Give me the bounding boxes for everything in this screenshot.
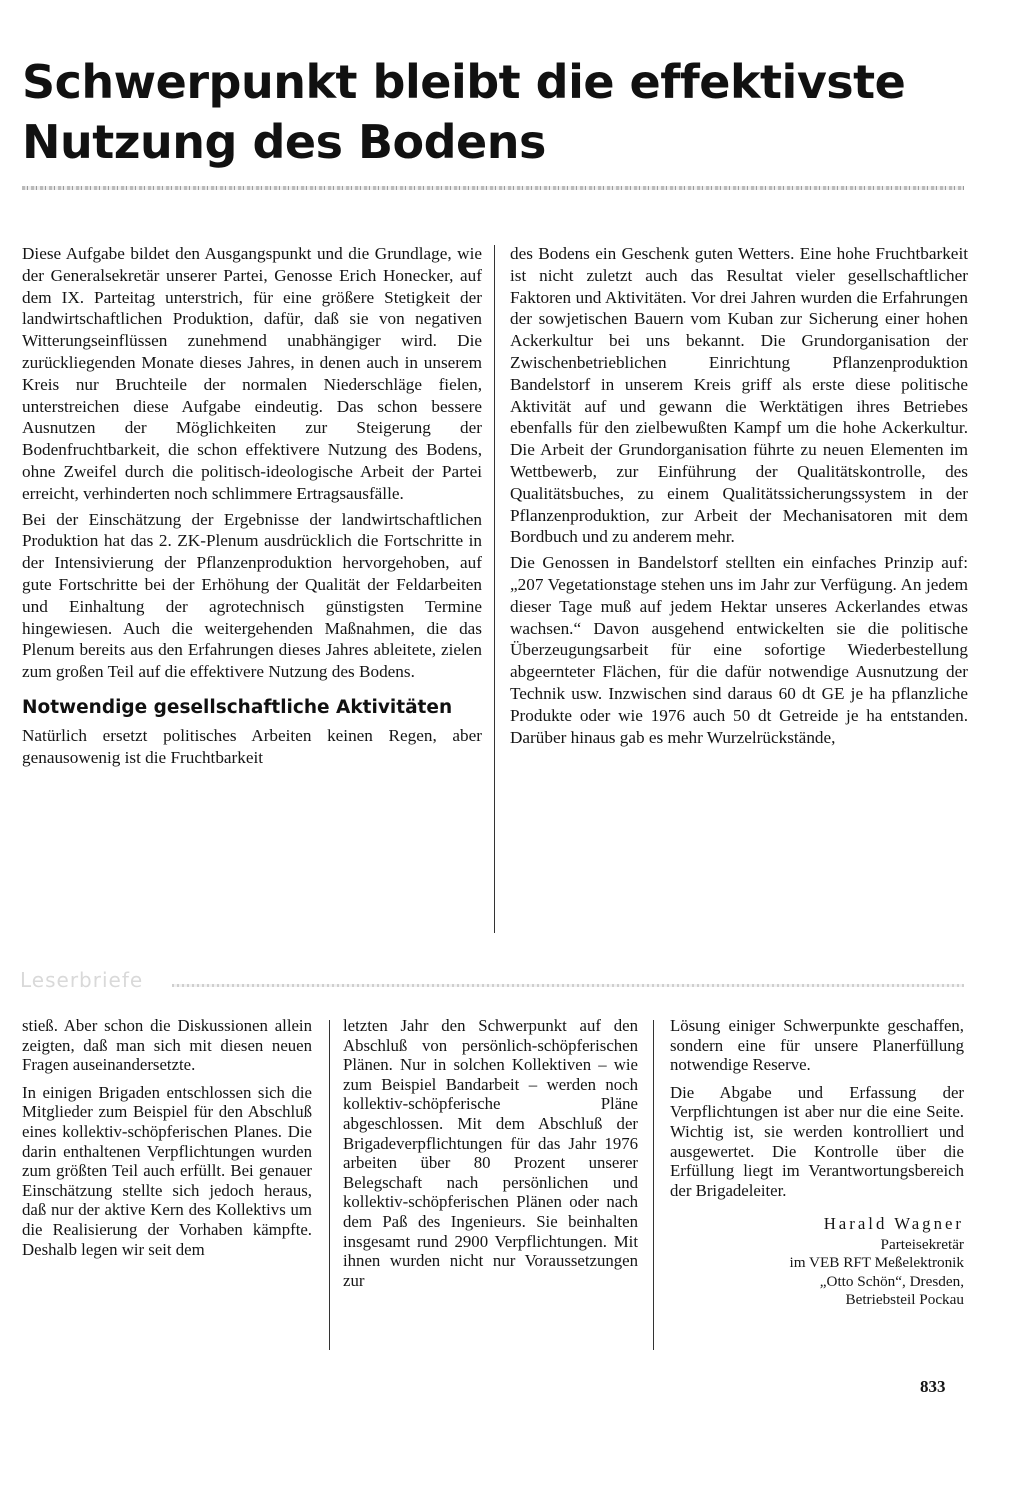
- affiliation-line: Parteisekretär: [880, 1235, 964, 1253]
- letter-column-3: [670, 1016, 964, 1310]
- paragraph: Bei der Einschätzung der Ergebnisse der landwirtschaftlichen Produktion hat das 2. ZK-Plenum ausdrücklich die Fortschritte in der Intensivierung der Pflanzenproduktion hervorgehoben, auf gute Fortschritte bei der Erhöhung der Qualität der Feldarbeiten und Einhaltung der agrotechnisch günstigsten Termine hingewiesen. Auch die weitergehenden Maßnahmen, die das Plenum bereits aus den Erfahrungen dieses Jahres ableitete, zielen zum großen Teil auf die effektivere Nutzung des Bodens.: [22, 509, 482, 682]
- section-label: Leserbriefe: [20, 968, 144, 992]
- paragraph: Die Abgabe und Erfassung der Verpflichtungen ist aber nur die eine Seite. Wichtig ist, sie werden kontrolliert und ausgewertet. Die Kontrolle über die Erfüllung liegt im Verantwortungsbereich der Brigadeleiter.: [670, 1082, 964, 1200]
- article-column-2: [510, 243, 968, 748]
- paragraph: Natürlich ersetzt politisches Arbeiten keinen Regen, aber genausowenig ist die Fruchtbarkeit: [22, 725, 482, 767]
- column-divider: [653, 1020, 654, 1350]
- letter-column-2: [343, 1016, 638, 1290]
- page-number: 833: [920, 1377, 946, 1396]
- paragraph: In einigen Brigaden entschlossen sich die Mitglieder zum Beispiel für den Abschluß eines kollektiv-schöpferischen Planes. Die darin enthaltenen Verpflichtungen wurden zum größten Teil auch erfüllt. Bei genauer Einschätzung stellte sich jedoch heraus, daß nur der aktive Kern des Kollektivs um die Realisierung der Vorhaben kämpfte. Deshalb legen wir seit dem: [22, 1082, 312, 1259]
- paragraph: des Bodens ein Geschenk guten Wetters. Eine hohe Fruchtbarkeit ist nicht zuletzt auch das Resultat vieler gesellschaftlicher Faktoren und Aktivitäten. Vor drei Jahren wurden die Erfahrungen der sowjetischen Bauern vom Kuban zur Sicherung einer hohen Ackerkultur bei uns bekannt. Die Grundorganisation der Zwischenbetrieblichen Einrichtung Pflanzenproduktion Bandelstorf in unserem Kreis griff als erste diese politische Aktivität auf und gewann die Werktätigen ihres Betriebes ebenfalls für den zielbewußten Kampf um die hohe Ackerkultur. Die Arbeit der Grundorganisation führte zu neuen Elementen im Wettbewerb, zur Einführung der Qualitätskontrolle, des Qualitätsbuches, zu einem Qualitätssicherungssystem in der Pflanzenproduktion, zur Arbeit der Mechanisatoren mit dem Bordbuch und zu anderem mehr.: [510, 244, 968, 547]
- article-column-1: [22, 243, 482, 769]
- column-divider: [329, 1020, 330, 1350]
- paragraph: letzten Jahr den Schwerpunkt auf den Abschluß von persönlich-schöpferischen Plänen. Nur in solchen Kollektiven – wie zum Beispiel Bandarbeit – werden noch kollektiv-schöpferische Pläne abgeschlossen. Mit dem Abschluß der Brigadeverpflichtungen für das Jahr 1976 arbeiten über 80 Prozent unserer Belegschaft nach persönlichen und kollektiv-schöpferischen Plänen oder nach dem Paß des Ingenieurs. Sie beinhalten insgesamt rund 2900 Verpflichtungen. Mit ihnen wurden nicht nur Voraussetzungen zur: [343, 1016, 638, 1290]
- affiliation-line: Betriebsteil Pockau: [845, 1291, 964, 1309]
- paragraph: Die Genossen in Bandelstorf stellten ein einfaches Prinzip auf: „207 Vegetationstage stehen uns im Jahr zur Verfügung. An jedem dieser Tage muß auf jedem Hektar unseres Ackerlandes etwas wachsen.“ Davon ausgehend entwickelten sie die politische Überzeugungsarbeit für eine sofortige Wiederbestellung abgeernteter Flächen, für die dafür notwendige Ausnutzung der Technik usw. Inzwischen sind daraus 60 dt GE je ha pflanzliche Produkte oder wie 1976 auch 50 dt Getreide je ha entstanden. Darüber hinaus gab es mehr Wurzelrückstände,: [510, 553, 968, 747]
- headline-rule: [22, 186, 964, 190]
- headline: Schwerpunkt bleibt die effektivste Nutzung des Bodens: [22, 55, 906, 169]
- author-affiliation: [670, 1236, 964, 1310]
- author-name: Harald Wagner: [823, 1214, 964, 1234]
- subheading: Notwendige gesellschaftliche Aktivitäten: [22, 696, 453, 718]
- paragraph: stieß. Aber schon die Diskussionen allein zeigten, daß man sich mit diesen neuen Fragen auseinandersetzte.: [22, 1016, 312, 1075]
- section-rule: [172, 984, 964, 987]
- letter-column-1: [22, 1016, 312, 1259]
- column-divider: [494, 245, 495, 933]
- paragraph: Diese Aufgabe bildet den Ausgangspunkt und die Grundlage, wie der Generalsekretär unserer Partei, Genosse Erich Honecker, auf dem IX. Parteitag unterstrich, für eine größere Stetigkeit der landwirtschaftlichen Produktion, dafür, daß sie von negativen Witterungseinflüssen zunehmend unabhängiger wird. Die zurückliegenden Monate dieses Jahres, in denen auch in unserem Kreis nur Bruchteile der normalen Niederschläge fielen, unterstreichen diese Aufgabe eindeutig. Das schon bessere Ausnutzen der Möglichkeiten zur Steigerung der Bodenfruchtbarkeit, die schon effektivere Nutzung des Bodens, ohne Zweifel durch die politisch-ideologische Arbeit der Partei erreicht, verhinderten noch schlimmere Ertragsausfälle.: [22, 244, 482, 503]
- affiliation-line: „Otto Schön“, Dresden,: [819, 1272, 964, 1290]
- paragraph: Lösung einiger Schwerpunkte geschaffen, sondern eine für unsere Planerfüllung notwendige Reserve.: [670, 1016, 964, 1075]
- affiliation-line: im VEB RFT Meßelektronik: [789, 1254, 964, 1272]
